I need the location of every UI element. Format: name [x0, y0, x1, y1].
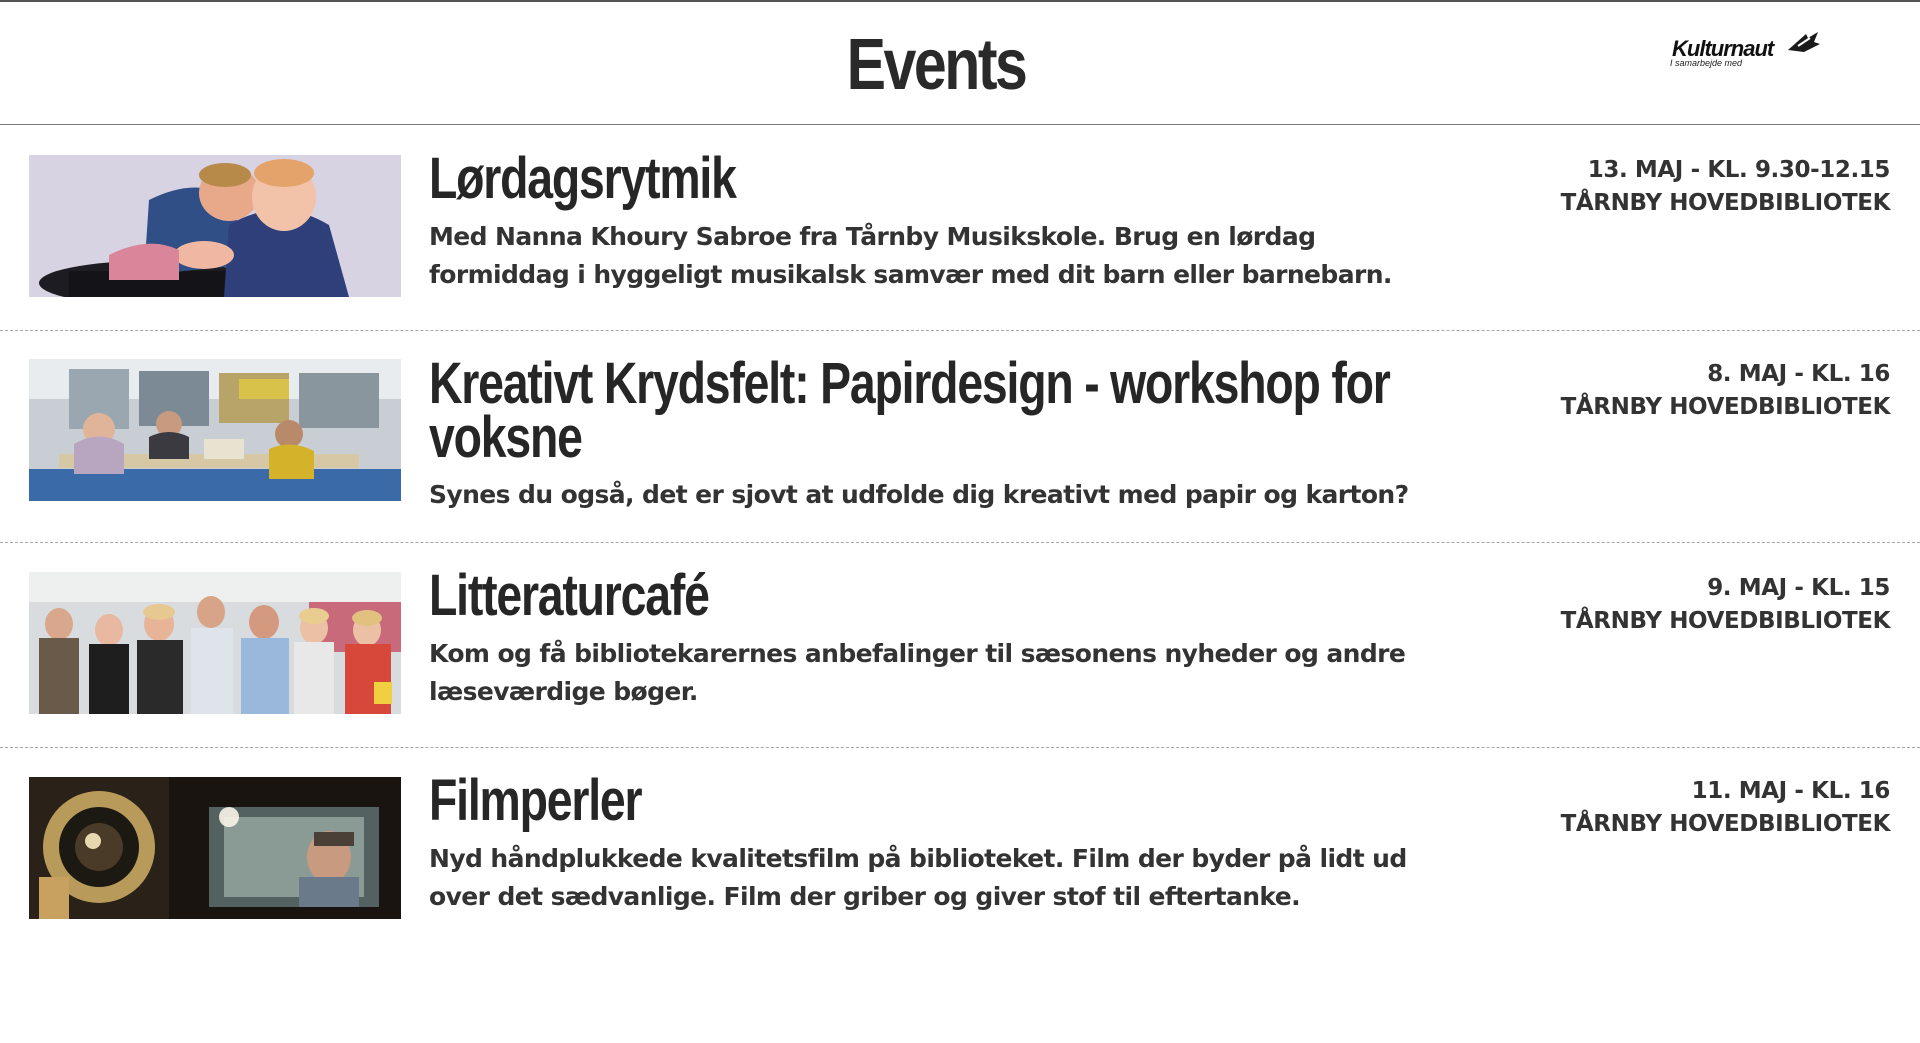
- event-image-film[interactable]: [29, 777, 401, 919]
- event-meta: [1510, 775, 1890, 841]
- event-image-librarians[interactable]: [29, 572, 401, 714]
- event-location: TÅRNBY HOVEDBIBLIOTEK: [1560, 190, 1890, 216]
- event-location: TÅRNBY HOVEDBIBLIOTEK: [1560, 811, 1890, 837]
- event-title[interactable]: Lørdagsrytmik: [429, 146, 736, 211]
- page-header: [0, 0, 1920, 125]
- event-date: 8. MAJ - KL. 16: [1707, 361, 1890, 387]
- event-description: Med Nanna Khoury Sabroe fra Tårnby Musikskole. Brug en lørdag formiddag i hyggeligt musikalsk samvær med dit barn eller barnebarn.: [429, 222, 1392, 289]
- event-meta: [1510, 572, 1890, 638]
- logo-tagline: I samarbejde med: [1670, 58, 1743, 68]
- event-item[interactable]: [0, 126, 1920, 331]
- event-date: 9. MAJ - KL. 15: [1707, 575, 1890, 601]
- event-image-toddler[interactable]: [29, 155, 401, 297]
- logo-wordmark: Kulturnaut: [1672, 36, 1774, 61]
- event-description: Kom og få bibliotekarernes anbefalinger til sæsonens nyheder og andre læseværdige bøger.: [429, 639, 1406, 706]
- event-title[interactable]: Litteraturcafé: [429, 563, 709, 628]
- librarians-photo: [29, 572, 401, 714]
- event-location: TÅRNBY HOVEDBIBLIOTEK: [1560, 394, 1890, 420]
- workshop-photo: [29, 359, 401, 501]
- event-image-workshop[interactable]: [29, 359, 401, 501]
- toddler-photo: [29, 155, 401, 297]
- event-date: 13. MAJ - KL. 9.30-12.15: [1587, 157, 1890, 183]
- event-title[interactable]: Kreativt Krydsfelt: Papirdesign - workshop for voksne: [429, 351, 1390, 470]
- event-description: Nyd håndplukkede kvalitetsfilm på biblioteket. Film der byder på lidt ud over det sædvanlige. Film der griber og giver stof til eftertanke.: [429, 844, 1407, 911]
- kulturnaut-logo: [1666, 28, 1840, 72]
- event-description: Synes du også, det er sjovt at udfolde dig kreativt med papir og karton?: [429, 480, 1409, 509]
- event-title[interactable]: Filmperler: [429, 768, 642, 833]
- event-date: 11. MAJ - KL. 16: [1691, 778, 1890, 804]
- event-item[interactable]: [0, 543, 1920, 748]
- event-item[interactable]: [0, 748, 1920, 953]
- page-title: Events: [846, 25, 1026, 105]
- logo-mark-icon: [1784, 28, 1824, 58]
- event-location: TÅRNBY HOVEDBIBLIOTEK: [1560, 608, 1890, 634]
- film-projector-photo: [29, 777, 401, 919]
- event-meta: [1510, 358, 1890, 424]
- event-item[interactable]: [0, 331, 1920, 543]
- event-meta: [1510, 154, 1890, 220]
